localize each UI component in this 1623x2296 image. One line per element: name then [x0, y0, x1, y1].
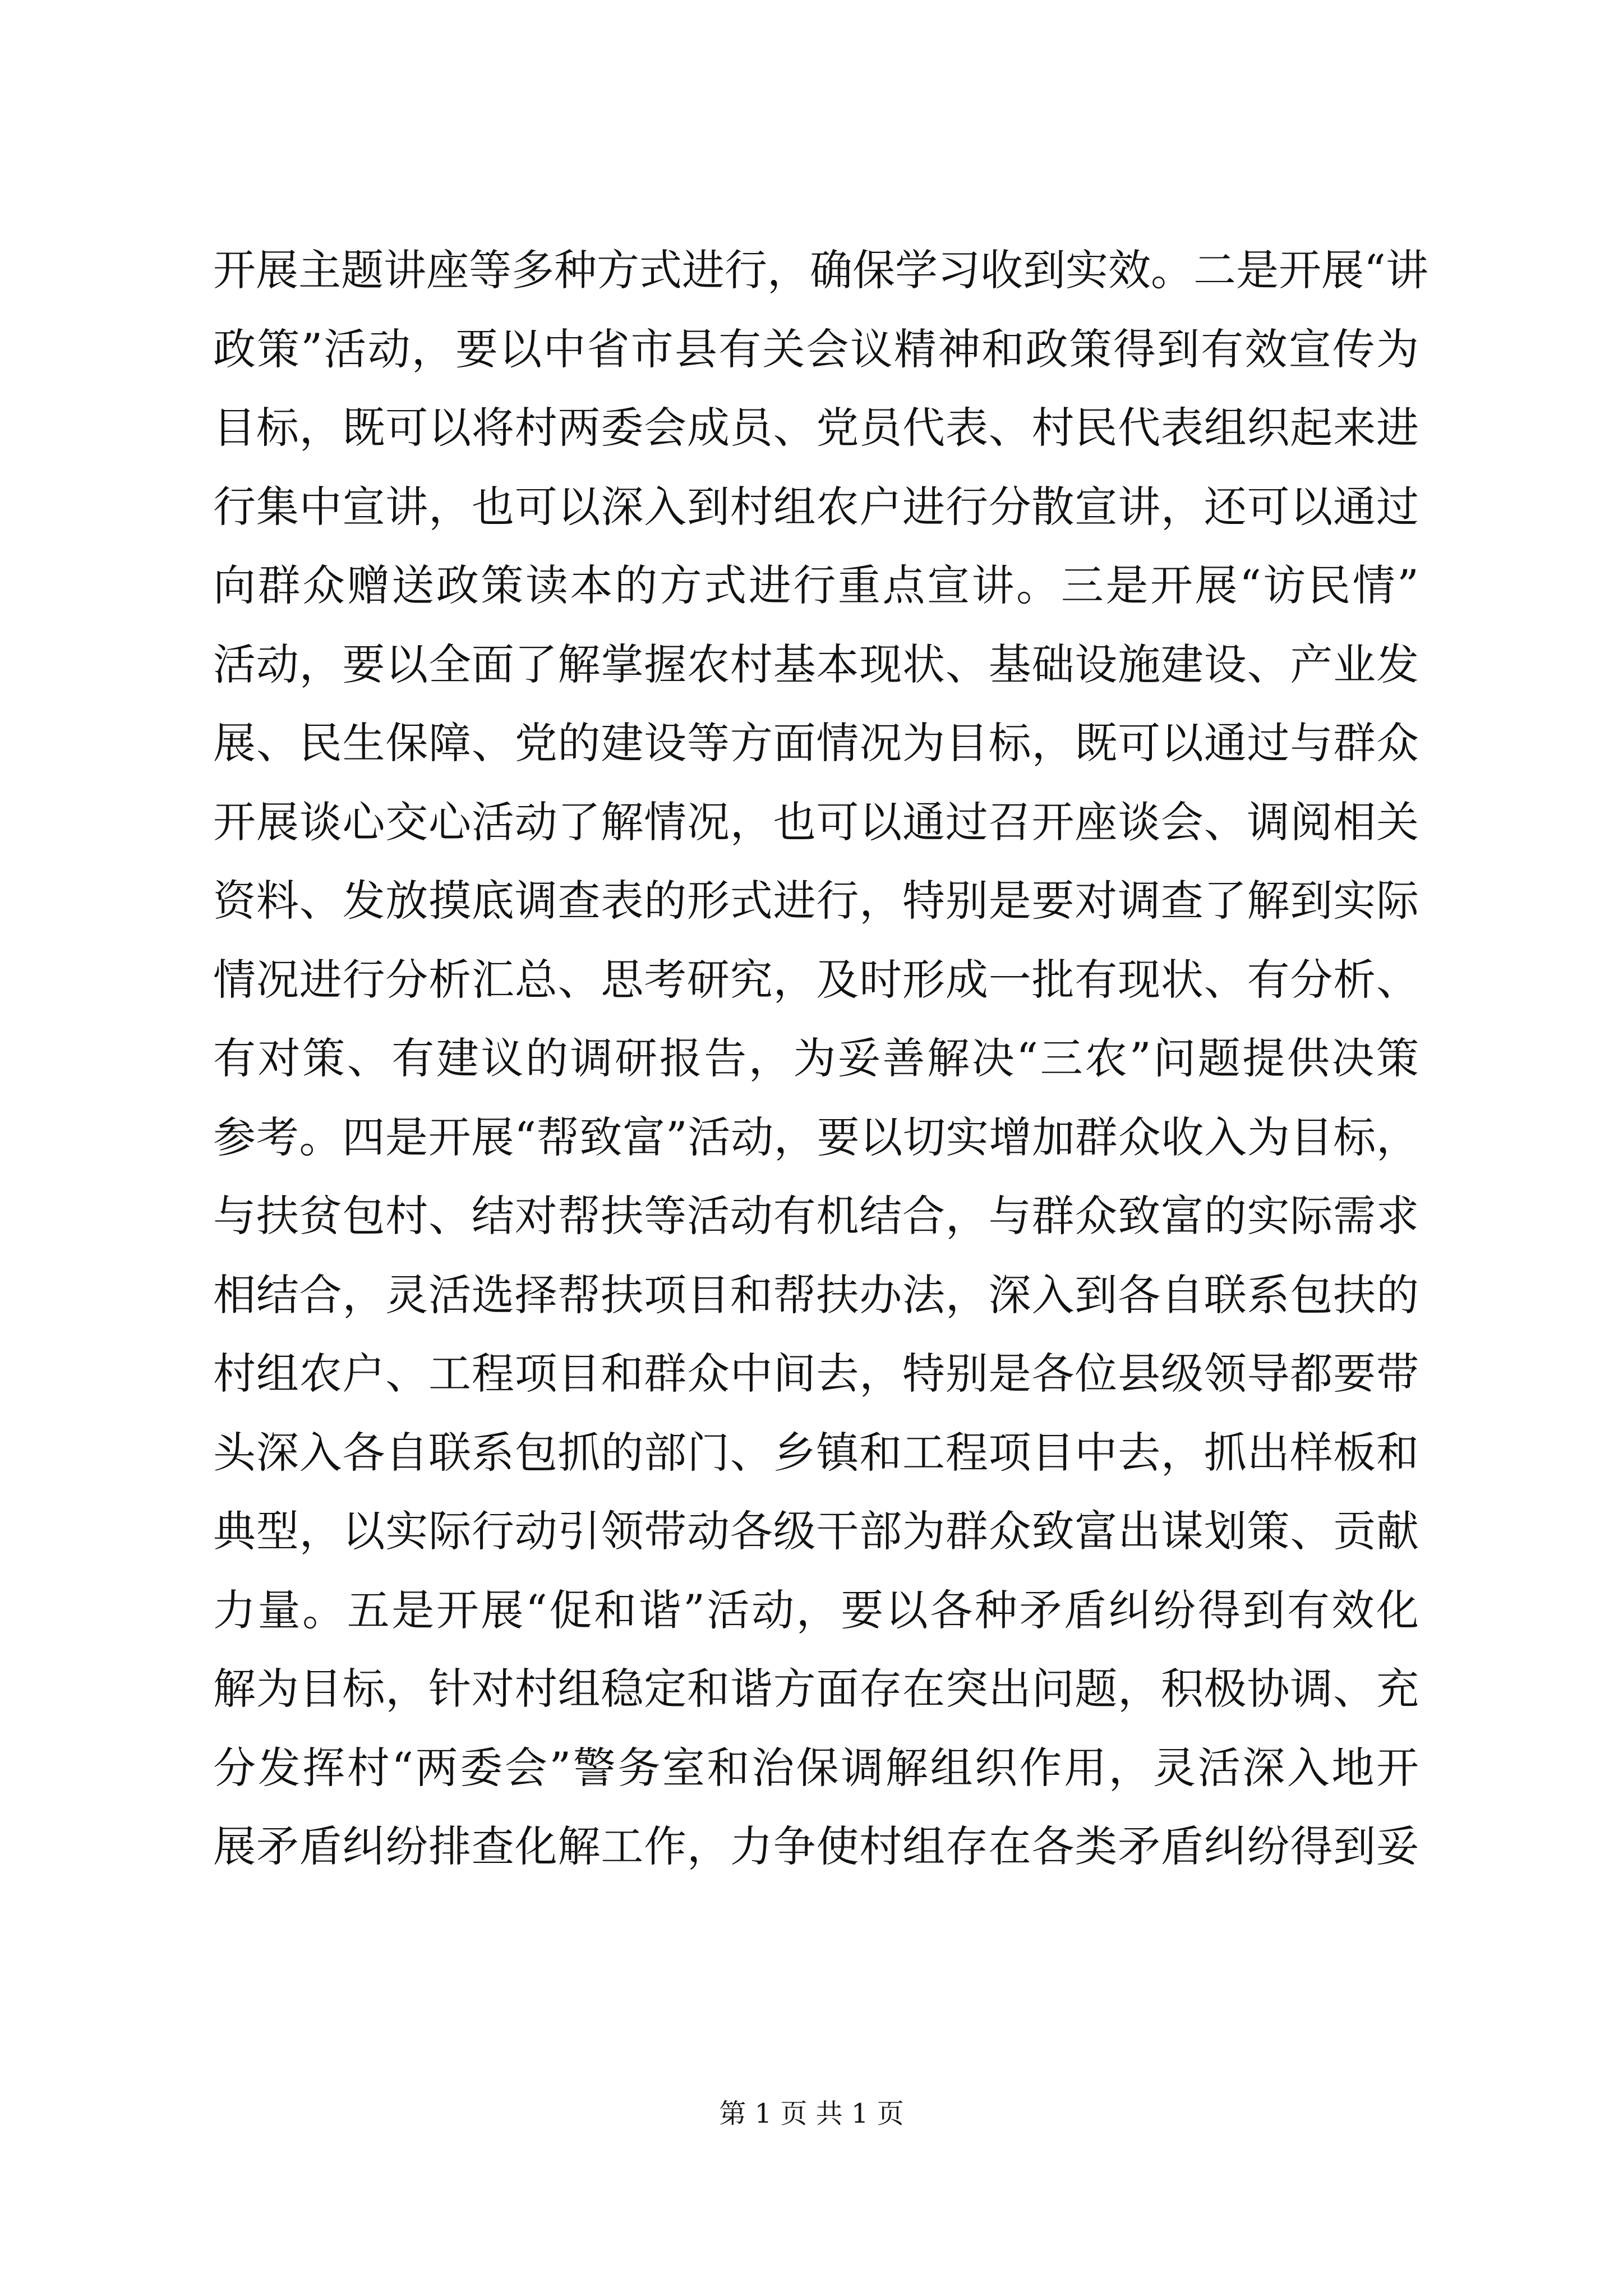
- text-line: 相结合，灵活选择帮扶项目和帮扶办法，深入到各自联系包扶的: [213, 1269, 1419, 1320]
- text-line: 典型，以实际行动引领带动各级干部为群众致富出谋划策、贡献: [213, 1506, 1419, 1556]
- text-line: 政策”活动，要以中省市县有关会议精神和政策得到有效宣传为: [213, 324, 1419, 374]
- text-line: 展、民生保障、党的建设等方面情况为目标，既可以通过与群众: [213, 718, 1419, 768]
- text-line: 资料、发放摸底调查表的形式进行，特别是要对调查了解到实际: [213, 876, 1419, 926]
- text-line: 分发挥村“两委会”警务室和治保调解组织作用，灵活深入地开: [213, 1742, 1419, 1793]
- text-line: 与扶贫包村、结对帮扶等活动有机结合，与群众致富的实际需求: [213, 1191, 1419, 1241]
- text-line: 解为目标，针对村组稳定和谐方面存在突出问题，积极协调、充: [213, 1664, 1419, 1714]
- text-line: 向群众赠送政策读本的方式进行重点宣讲。三是开展“访民情”: [213, 560, 1419, 610]
- text-line: 有对策、有建议的调研报告，为妥善解决“三农”问题提供决策: [213, 1033, 1419, 1083]
- text-line: 目标，既可以将村两委会成员、党员代表、村民代表组织起来进: [213, 403, 1419, 453]
- text-line: 村组农户、工程项目和群众中间去，特别是各位县级领导都要带: [213, 1349, 1419, 1398]
- text-line: 展矛盾纠纷排查化解工作，力争使村组存在各类矛盾纠纷得到妥: [213, 1821, 1419, 1871]
- page-footer: [0, 2097, 1623, 2131]
- text-line: 开展谈心交心活动了解情况，也可以通过召开座谈会、调阅相关: [213, 797, 1419, 847]
- text-line: 情况进行分析汇总、思考研究，及时形成一批有现状、有分析、: [213, 954, 1419, 1005]
- text-line: 活动，要以全面了解掌握农村基本现状、基础设施建设、产业发: [213, 639, 1419, 689]
- text-line: 力量。五是开展“促和谐”活动，要以各种矛盾纠纷得到有效化: [213, 1585, 1419, 1635]
- text-line: 开展主题讲座等多种方式进行，确保学习收到实效。二是开展“讲: [213, 245, 1428, 295]
- body-text: [213, 231, 1428, 1887]
- text-line: 头深入各自联系包抓的部门、乡镇和工程项目中去，抓出样板和: [213, 1427, 1419, 1478]
- page-number-label: 第 1 页 共 1 页: [719, 2098, 904, 2129]
- text-line: 行集中宣讲，也可以深入到村组农户进行分散宣讲，还可以通过: [213, 481, 1419, 532]
- text-line: 参考。四是开展“帮致富”活动，要以切实增加群众收入为目标，: [213, 1112, 1419, 1162]
